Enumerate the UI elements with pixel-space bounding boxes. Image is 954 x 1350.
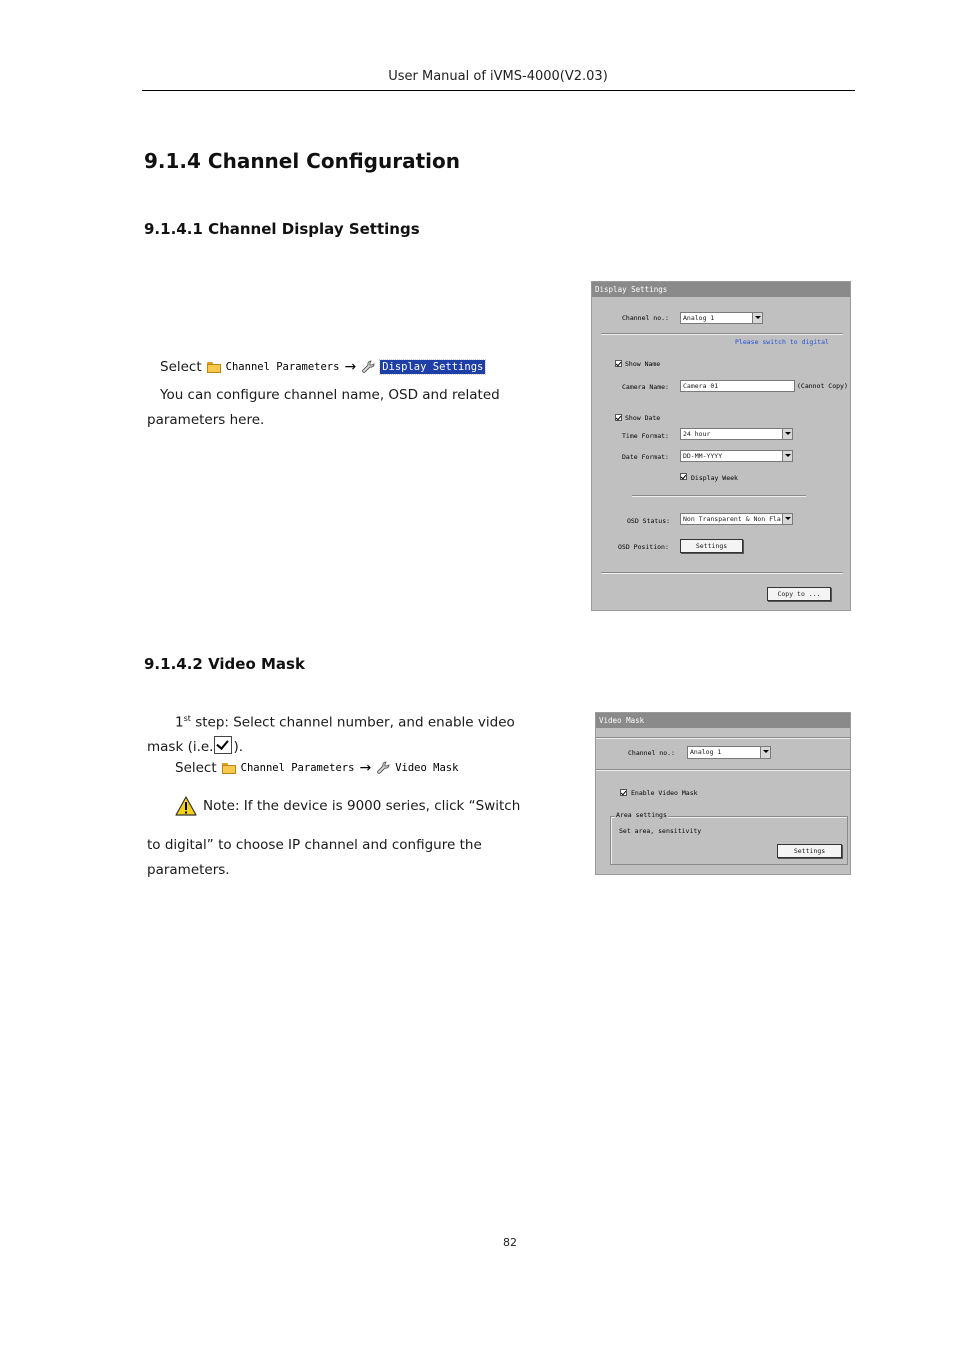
- step-number: 1: [175, 714, 184, 731]
- menu-item-channel-parameters: Channel Parameters: [225, 361, 340, 373]
- channel-no-label: Channel no.:: [628, 749, 675, 757]
- display-settings-description-line-1: You can configure channel name, OSD and related: [160, 387, 500, 403]
- video-mask-step-line-1: [175, 710, 515, 732]
- display-week-checkbox[interactable]: [680, 473, 687, 480]
- divider: [596, 737, 850, 739]
- divider: [632, 495, 806, 497]
- section-heading: 9.1.4 Channel Configuration: [144, 149, 460, 173]
- video-mask-step-line-2: [147, 736, 243, 756]
- display-settings-description-line-2: parameters here.: [147, 412, 265, 428]
- date-format-select[interactable]: DD-MM-YYYY: [680, 450, 793, 462]
- folder-icon: [207, 362, 221, 373]
- cannot-copy-note: (Cannot Copy): [797, 382, 848, 390]
- select-label: Select: [175, 760, 217, 776]
- display-settings-screenshot: [591, 281, 851, 611]
- display-settings-menu-path: [160, 359, 485, 375]
- panel-title: Display Settings: [592, 282, 850, 297]
- show-name-label: Show Name: [625, 360, 661, 368]
- step-text: step: Select channel number, and enable video: [190, 714, 515, 731]
- divider: [596, 769, 850, 771]
- chevron-down-icon: [752, 313, 762, 323]
- show-date-checkbox[interactable]: [615, 414, 622, 421]
- switch-to-digital-link[interactable]: Please switch to digital: [735, 338, 829, 346]
- warning-icon: [175, 796, 197, 816]
- time-format-label: Time Format:: [622, 432, 669, 440]
- chevron-down-icon: [782, 451, 792, 461]
- time-format-select[interactable]: 24 hour: [680, 428, 793, 440]
- osd-status-select[interactable]: Non Transparent & Non Fla: [680, 513, 793, 525]
- menu-item-video-mask: Video Mask: [395, 762, 459, 774]
- chevron-down-icon: [782, 429, 792, 439]
- checkbox-checked-icon: [214, 736, 232, 754]
- note-line-3: parameters.: [147, 862, 230, 878]
- area-settings-legend: Area settings: [616, 811, 667, 819]
- copy-to-button[interactable]: Copy to ...: [767, 587, 831, 601]
- chevron-down-icon: [782, 514, 792, 524]
- enable-video-mask-label: Enable Video Mask: [631, 789, 698, 797]
- display-week-label: Display Week: [691, 474, 738, 482]
- camera-name-label: Camera Name:: [622, 383, 669, 391]
- running-header: User Manual of iVMS-4000(V2.03): [388, 69, 608, 84]
- chevron-down-icon: [760, 747, 770, 758]
- subsection-heading-video-mask: 9.1.4.2 Video Mask: [144, 655, 305, 673]
- channel-no-select[interactable]: Analog 1: [687, 746, 771, 759]
- wrench-icon: [376, 761, 390, 775]
- show-date-label: Show Date: [625, 414, 661, 422]
- enable-video-mask-checkbox[interactable]: [620, 789, 627, 796]
- arrow-icon: →: [359, 760, 372, 776]
- area-settings-description: Set area, sensitivity: [619, 827, 702, 835]
- note-line-2: to digital” to choose IP channel and configure the: [147, 837, 482, 853]
- video-mask-screenshot: [595, 712, 851, 875]
- osd-settings-button[interactable]: Settings: [680, 539, 743, 553]
- osd-status-label: OSD Status:: [627, 517, 671, 525]
- video-mask-menu-path: [175, 760, 458, 776]
- header-rule: [142, 90, 855, 91]
- area-settings-button[interactable]: Settings: [777, 844, 842, 858]
- step-text-2b: ).: [233, 739, 244, 755]
- panel-title: Video Mask: [596, 713, 850, 728]
- channel-no-select[interactable]: Analog 1: [680, 312, 763, 324]
- step-ordinal: st: [183, 714, 191, 723]
- note-text-1: Note: If the device is 9000 series, click “Switch: [203, 798, 521, 814]
- show-name-checkbox[interactable]: [615, 360, 622, 367]
- divider: [601, 572, 843, 574]
- menu-item-display-settings: Display Settings: [382, 361, 484, 373]
- page-number: 82: [503, 1236, 517, 1249]
- osd-position-label: OSD Position:: [618, 543, 669, 551]
- arrow-icon: →: [344, 359, 357, 375]
- wrench-icon: [361, 360, 375, 374]
- divider: [601, 333, 843, 335]
- channel-no-label: Channel no.:: [622, 314, 669, 322]
- camera-name-input[interactable]: Camera 01: [680, 380, 795, 392]
- subsection-heading-display-settings: 9.1.4.1 Channel Display Settings: [144, 220, 420, 238]
- note-line-1: [175, 796, 520, 816]
- folder-icon: [222, 763, 236, 774]
- menu-item-channel-parameters: Channel Parameters: [240, 762, 355, 774]
- date-format-label: Date Format:: [622, 453, 669, 461]
- select-label: Select: [160, 359, 202, 375]
- step-text-2a: mask (i.e.: [147, 739, 214, 755]
